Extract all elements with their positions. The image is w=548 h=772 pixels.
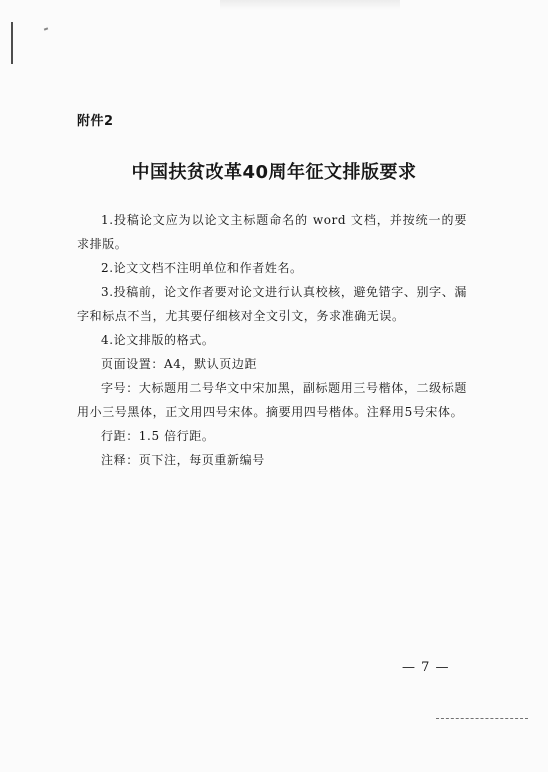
attachment-label: 附件2 (77, 114, 114, 129)
paragraph-page-setup: 页面设置：A4，默认页边距 (101, 357, 258, 371)
scan-shadow (220, 0, 400, 10)
paragraph-4: 4.论文排版的格式。 (101, 333, 215, 347)
scan-binding-mark (11, 22, 13, 64)
scan-bottom-rule (436, 718, 528, 719)
paragraph-1: 1.投稿论文应为以论文主标题命名的 word 文档，并按统一的要求排版。 (77, 213, 467, 251)
document-body (77, 208, 467, 472)
document-title: 中国扶贫改革40周年征文排版要求 (131, 162, 417, 183)
paragraph-font-size: 字号：大标题用二号华文中宋加黑，副标题用三号楷体，二级标题用小三号黑体，正文用四号宋体。摘要用四号楷体。注释用5号宋体。 (77, 381, 467, 419)
paragraph-line-spacing: 行距：1.5 倍行距。 (101, 429, 215, 443)
scan-speck (44, 27, 48, 30)
paragraph-notes: 注释：页下注，每页重新编号 (101, 453, 265, 467)
paragraph-3: 3.投稿前，论文作者要对论文进行认真校核，避免错字、别字、漏字和标点不当，尤其要仔细核对全文引文，务求准确无误。 (77, 285, 467, 323)
page-number: — 7 — (402, 660, 450, 675)
paragraph-2: 2.论文文档不注明单位和作者姓名。 (101, 261, 303, 275)
